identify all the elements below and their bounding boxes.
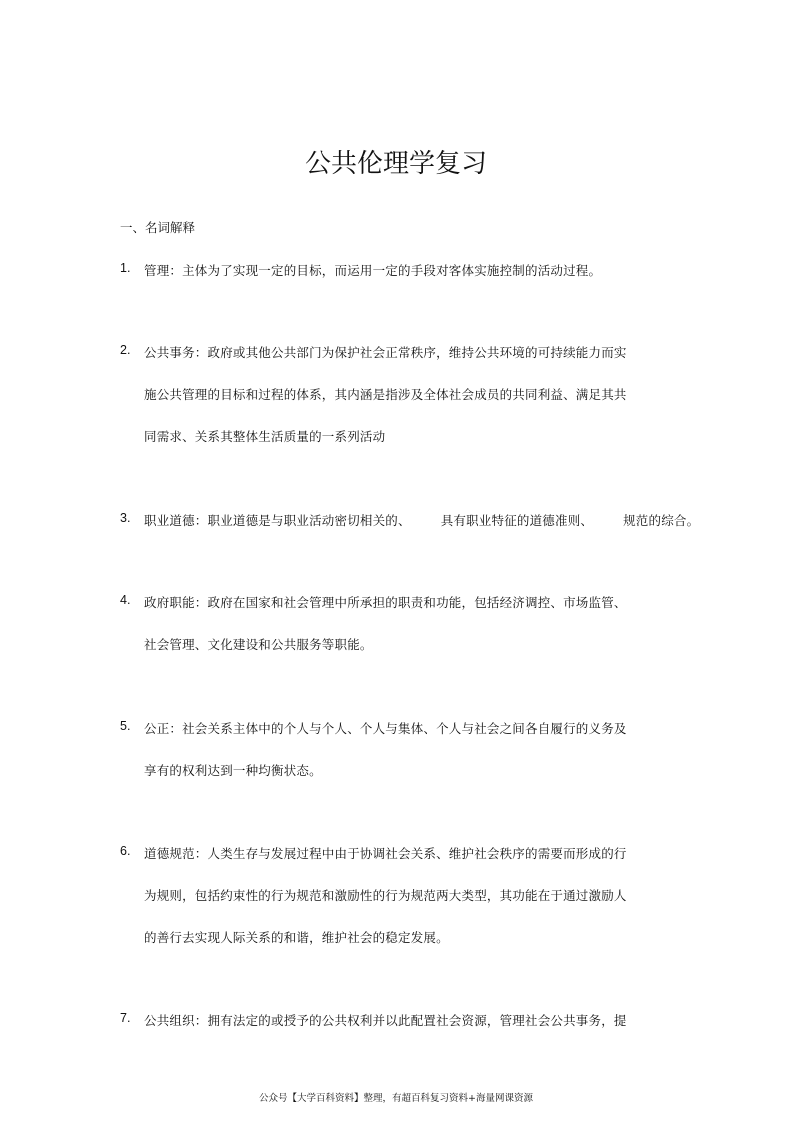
item-line: 管理：主体为了实现一定的目标，而运用一定的手段对客体实施控制的活动过程。 — [144, 263, 602, 278]
item-number: 2. — [120, 343, 131, 357]
item-line: 为规则，包括约束性的行为规范和激励性的行为规范两大类型，其功能在于通过激励人 — [144, 888, 627, 903]
item-line: 同需求、关系其整体生活质量的一系列活动 — [144, 429, 386, 444]
item-line: 政府职能：政府在国家和社会管理中所承担的职责和功能，包括经济调控、市场监管、 — [144, 595, 627, 610]
item-number: 4. — [120, 593, 131, 607]
item-line: 的善行去实现人际关系的和谐，维护社会的稳定发展。 — [144, 930, 449, 945]
section-heading: 一、名词解释 — [120, 220, 196, 235]
item-part: 规范的综合。 — [623, 513, 700, 528]
item-line: 公共事务：政府或其他公共部门为保护社会正常秩序，维持公共环境的可持续能力而实 — [144, 345, 627, 360]
item-part: 职业道德：职业道德是与职业活动密切相关的、 — [144, 513, 411, 528]
item-number: 5. — [120, 719, 131, 733]
item-line: 公正：社会关系主体中的个人与个人、个人与集体、个人与社会之间各自履行的义务及 — [144, 721, 627, 736]
item-line: 享有的权利达到一种均衡状态。 — [144, 763, 322, 778]
item-number: 1. — [120, 261, 131, 275]
item-line — [144, 511, 699, 529]
item-line: 施公共管理的目标和过程的体系，其内涵是指涉及全体社会成员的共同利益、满足其共 — [144, 387, 627, 402]
item-number: 7. — [120, 1011, 131, 1025]
item-line: 公共组织：拥有法定的或授予的公共权利并以此配置社会资源，管理社会公共事务，提 — [144, 1013, 627, 1028]
item-line: 社会管理、文化建设和公共服务等职能。 — [144, 637, 373, 652]
document-title: 公共伦理学复习 — [304, 149, 487, 179]
item-part: 具有职业特征的道德准则、 — [440, 513, 594, 528]
item-line: 道德规范：人类生存与发展过程中由于协调社会关系、维护社会秩序的需要而形成的行 — [144, 846, 627, 861]
item-number: 3. — [120, 511, 131, 525]
item-number: 6. — [120, 844, 131, 858]
page-footer: 公众号【大学百科资料】整理，有超百科复习资料+海量网课资源 — [259, 1093, 533, 1104]
